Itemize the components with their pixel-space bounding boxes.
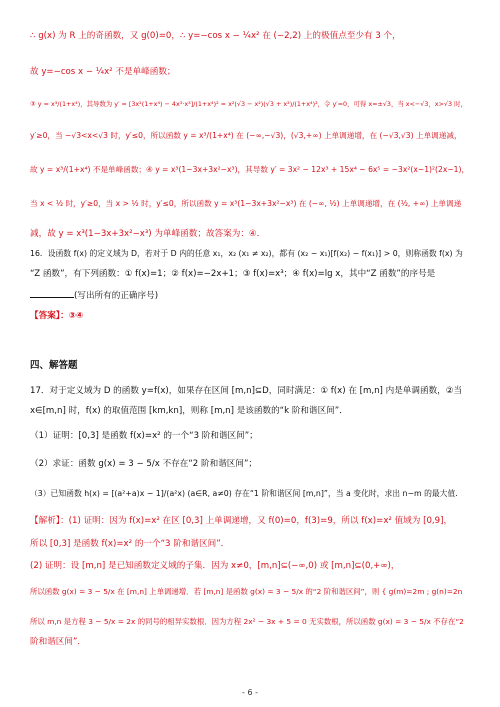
solution-line-3: (2) 证明：设 [m,n] 是已知函数定义域的子集．因为 x≠0，[m,n]⊆(−∞,0) 或 [m,n]⊆(0,+∞)，: [30, 561, 400, 571]
q17-part-2: （2）求证：函数 g(x) = 3 − 5/x 不存在“2 阶和谐区间”；: [30, 459, 258, 469]
line-5: 故 y = x³/(1+x⁴) 不是单峰函数；④ y = x³(1−3x+3x²−x³)，其导数 y′ = 3x² − 12x³ + 15x⁴ − 6x⁵ = −3x²(x−1)²(2x−1)，: [30, 165, 470, 174]
q17-line-2: x∈[m,n] 时，f(x) 的取值范围 [km,kn]，则称 [m,n] 是该函数的“k 阶和谐区间”．: [30, 406, 348, 416]
solution-line-6: 阶和谐区间”．: [30, 637, 87, 647]
q16-answer: 【答案】：③④: [30, 311, 84, 321]
line-7: 减，故 y = x³(1−3x+3x²−x³) 为单峰函数；故答案为：④．: [30, 229, 266, 239]
line-6: 当 x < ½ 时，y′≥0，当 x > ½ 时，y′≤0，所以函数 y = x³(1−3x+3x²−x³) 在 (−∞, ½) 上单调递增，在 (½, +∞) 上单调递: [30, 199, 462, 208]
q16-line-2: “Z 函数”，有下列函数：① f(x)=1；② f(x)=−2x+1；③ f(x)=x³；④ f(x)=lg x，其中“Z 函数”的序号是: [30, 269, 436, 279]
q16-line-3: [30, 288, 158, 302]
line-4: y′≥0，当 −√3<x<√3 时，y′≤0，所以函数 y = x³/(1+x⁴) 在 (−∞,−√3)，(√3,+∞) 上单调递增，在 (−√3,√3) 上单调递减，: [30, 131, 462, 140]
page-number: - 6 -: [242, 688, 258, 697]
q17-part-1: （1）证明：[0,3] 是函数 f(x)=x² 的一个“3 阶和谐区间”；: [30, 431, 258, 441]
answer-blank: [30, 288, 74, 298]
q17-line-1: 17．对于定义域为 D 的函数 y=f(x)，如果存在区间 [m,n]⊆D，同时满足：① f(x) 在 [m,n] 内是单调函数，②当: [30, 386, 463, 396]
q16-line-1: 16．设函数 f(x) 的定义域为 D，若对于 D 内的任意 x₁，x₂ (x₁ ≠ x₂)，都有 (x₂ − x₁)[f(x₂) − f(x₁)] > 0，则称函数 f(x) 为: [30, 249, 463, 258]
solution-line-1: 【解析】：(1) 证明：因为 f(x)=x² 在区 [0,3] 上单调递增，又 f(0)=0，f(3)=9，所以 f(x)=x² 值域为 [0,9]，: [30, 516, 453, 526]
section-heading: 四、解答题: [30, 360, 78, 371]
line-1: ∴ g(x) 为 R 上的奇函数，又 g(0)=0，∴ y=−cos x − ¼x² 在 (−2,2) 上的极值点至少有 3 个，: [30, 31, 401, 41]
solution-line-2: 所以 [0,3] 是函数 f(x)=x² 的一个“3 阶和谐区间”．: [30, 539, 230, 549]
line-3: ③ y = x³/(1+x⁴)，其导数为 y′ = [3x²(1+x⁴) − 4x³·x³]/(1+x⁴)² = x²(√3 − x²)(√3 + x²)/(1+x⁴)²，令 y′=0，可得 x=±√3，当 x<−√3，x>√3 时，: [30, 100, 467, 108]
q16-blank-hint: (写出所有的正确序号): [74, 291, 159, 301]
q17-part-3: （3）已知函数 h(x) = [(a²+a)x − 1]/(a²x) (a∈R, a≠0) 存在“1 阶和谐区间 [m,n]”，当 a 变化时，求出 n−m 的最大值．: [30, 489, 464, 498]
line-2: 故 y=−cos x − ¼x² 不是单峰函数；: [30, 67, 176, 77]
solution-line-5: 所以 m,n 是方程 3 − 5/x = 2x 的同号的相异实数根．因为方程 2x² − 3x + 5 = 0 无实数根，所以函数 g(x) = 3 − 5/x 不存在“2: [30, 617, 464, 626]
solution-line-4: 所以函数 g(x) = 3 − 5/x 在 [m,n] 上单调递增．若 [m,n] 是函数 g(x) = 3 − 5/x 的“2 阶和谐区间”，则 { g(m)=2m ; g(n)=2n: [30, 587, 463, 596]
